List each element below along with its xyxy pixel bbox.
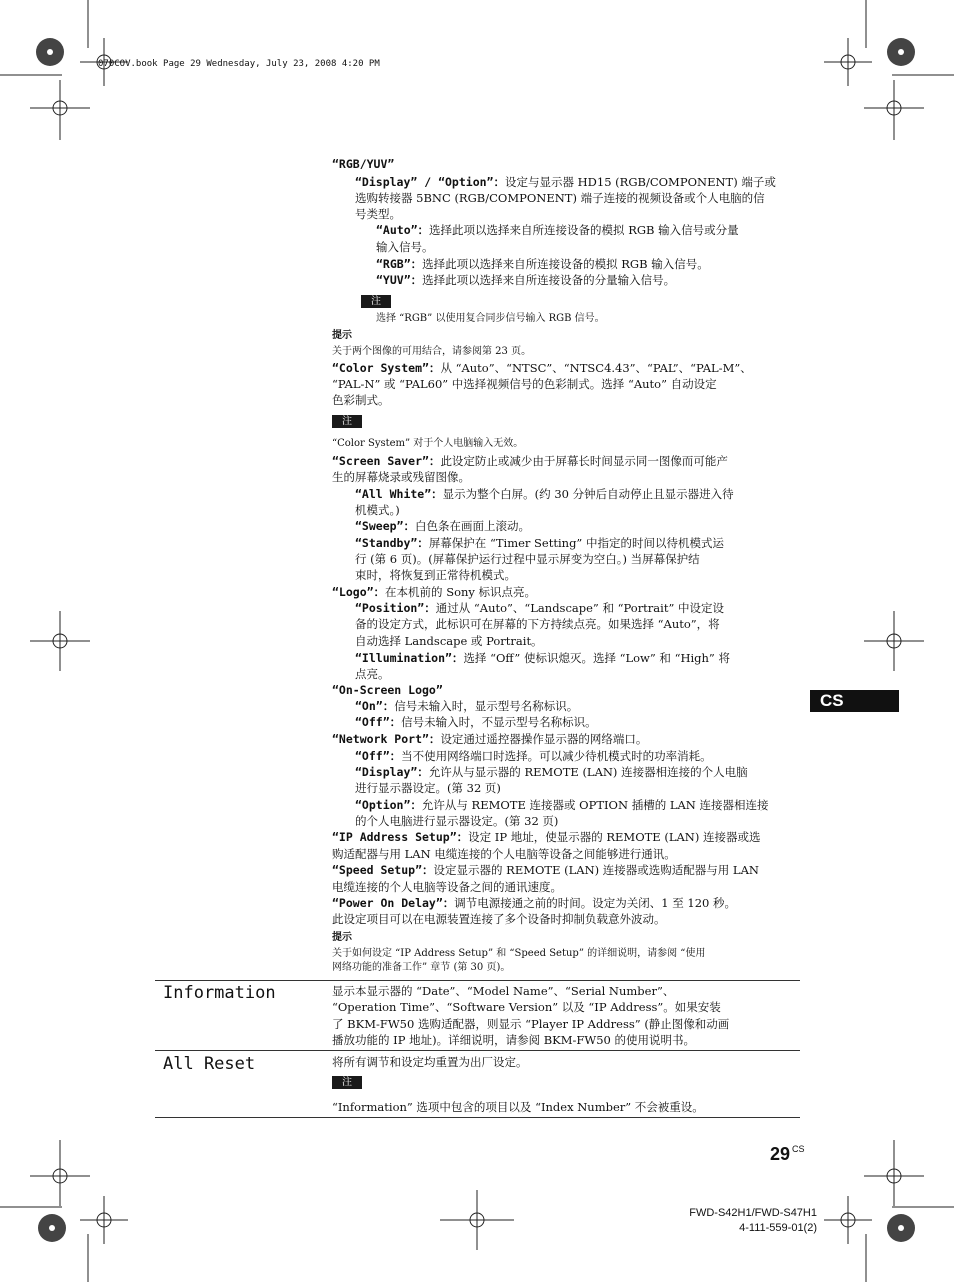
setting-description: 提示 <box>332 330 352 341</box>
setting-description: 进行显示器设定。(第 32 页) <box>355 781 501 795</box>
setting-description: 选择此项以选择来自所连接设备的模拟 RGB 输入信号。 <box>422 257 709 271</box>
setting-description: 点亮。 <box>355 667 390 681</box>
setting-description: 显示为整个白屏。(约 30 分钟后自动停止且显示器进入待 <box>442 487 734 501</box>
body-line <box>355 666 800 682</box>
setting-keyword: “Sweep”： <box>355 519 415 533</box>
body-line <box>355 551 800 567</box>
setting-keyword: “Power On Delay”： <box>332 896 455 910</box>
setting-description: 自动选择 Landscape 或 Portrait。 <box>355 634 543 648</box>
setting-description: 色彩制式。 <box>332 393 390 407</box>
body-line <box>355 633 800 649</box>
setting-description: “Color System” 对于个人电脑输入无效。 <box>332 438 524 449</box>
body-line <box>332 682 800 698</box>
body-line <box>332 895 800 911</box>
setting-description: 关于如何设定 “IP Address Setup” 和 “Speed Setup” 的详细说明，请参阅 “使用 <box>332 948 706 959</box>
body-line <box>376 222 800 238</box>
model-number: FWD-S42H1/FWD-S47H1 <box>689 1207 817 1219</box>
setting-keyword: “Network Port”： <box>332 732 441 746</box>
body-line <box>355 206 800 222</box>
information-line: 显示本显示器的 “Date”、“Model Name”、“Serial Number”、 <box>332 984 675 998</box>
setting-keyword: “On”： <box>355 699 395 713</box>
setting-description: 输入信号。 <box>376 240 434 254</box>
information-line: “Operation Time”、“Software Version” 以及 “IP Address”。如果安装 <box>332 1000 721 1014</box>
body-line <box>332 392 800 408</box>
body-line <box>355 764 800 780</box>
setting-description: 提示 <box>332 932 352 943</box>
setting-description: 电缆连接的个人电脑等设备之间的通讯速度。 <box>332 880 562 894</box>
body-line <box>332 731 800 747</box>
setting-description: 机模式。) <box>355 503 400 517</box>
setting-description: 选择 “RGB” 以使用复合同步信号输入 RGB 信号。 <box>376 313 605 324</box>
setting-description: 白色条在画面上滚动。 <box>414 519 530 533</box>
setting-description: 号类型。 <box>355 207 401 221</box>
body-line <box>332 437 800 451</box>
page-number: 29 $^{CS}$ <box>770 1144 805 1164</box>
body-line <box>376 256 800 272</box>
setting-description: 设定通过遥控器操作显示器的网络端口。 <box>440 732 648 746</box>
setting-keyword: “Logo”： <box>332 585 386 599</box>
setting-keyword: “RGB”： <box>376 257 423 271</box>
setting-description: 信号未输入时，不显示型号名称标识。 <box>401 715 597 729</box>
setting-description: “PAL-N” 或 “PAL60” 中选择视频信号的色彩制式。选择 “Auto” 自动设定 <box>332 377 717 391</box>
table-rule <box>155 1117 800 1118</box>
body-line <box>355 174 800 190</box>
note-badge: 注 <box>332 415 362 428</box>
body-line <box>332 947 800 961</box>
body-line <box>332 931 800 945</box>
setting-description: 网络功能的准备工作” 章节 (第 30 页)。 <box>332 962 511 973</box>
setting-keyword: “Option”： <box>355 798 422 812</box>
setting-description: 的个人电脑进行显示器设定。(第 32 页) <box>355 814 559 828</box>
setting-description: 在本机前的 Sony 标识点亮。 <box>385 585 537 599</box>
body-line <box>355 190 800 206</box>
body-line <box>355 535 800 551</box>
body-line <box>332 584 800 600</box>
body-line <box>332 879 800 895</box>
setting-description: 设定与显示器 HD15 (RGB/COMPONENT) 端子或 <box>504 175 776 189</box>
setting-keyword: “Illumination”： <box>355 651 464 665</box>
setting-description: 购适配器与用 LAN 电缆连接的个人电脑等设备之间能够进行通讯。 <box>332 847 676 861</box>
setting-keyword: “Off”： <box>355 749 402 763</box>
setting-description: 设定显示器的 REMOTE (LAN) 连接器或选购适配器与用 LAN <box>433 863 759 877</box>
body-line <box>332 829 800 845</box>
setting-description: 从 “Auto”、“NTSC”、“NTSC4.43”、“PAL”、“PAL-M”、 <box>440 361 752 375</box>
setting-description: 选购转接器 5BNC (RGB/COMPONENT) 端子连接的视频设备或个人电脑的信 <box>355 191 765 205</box>
setting-description: 允许从与显示器的 REMOTE (LAN) 连接器相连接的个人电脑 <box>428 765 748 779</box>
setting-description: 允许从与 REMOTE 连接器或 OPTION 插槽的 LAN 连接器相连接 <box>421 798 769 812</box>
setting-description: 屏幕保护在 “Timer Setting” 中指定的时间以待机模式运 <box>428 536 724 550</box>
table-rule <box>155 980 800 981</box>
body-line <box>355 797 800 813</box>
setting-description: 备的设定方式，此标识可在屏幕的下方持续点亮。如果选择 “Auto”，将 <box>355 617 720 631</box>
body-line <box>355 650 800 666</box>
information-line: 播放功能的 IP 地址)。详细说明，请参阅 BKM-FW50 的使用说明书。 <box>332 1033 696 1047</box>
information-line: 了 BKM-FW50 选购适配器，则显示 “Player IP Address” (静止图像和动画 <box>332 1017 730 1031</box>
body-line <box>332 453 800 469</box>
body-line <box>355 600 800 616</box>
setting-keyword: “YUV”： <box>376 273 423 287</box>
setting-keyword: “IP Address Setup”： <box>332 830 469 844</box>
setting-keyword: “On-Screen Logo” <box>332 683 443 697</box>
information-title: Information <box>163 983 276 1003</box>
body-line <box>355 714 800 730</box>
all-reset-title: All Reset <box>163 1054 256 1074</box>
setting-description: 束时，将恢复到正常待机模式。 <box>355 568 516 582</box>
table-rule <box>155 1050 800 1051</box>
all-reset-text: 将所有调节和设定均重置为出厂设定。 <box>332 1055 528 1069</box>
body-line <box>332 345 800 359</box>
body-line <box>355 813 800 829</box>
note-badge: 注 <box>361 295 391 308</box>
setting-description: 选择此项以选择来自所连接设备的模拟 RGB 输入信号或分量 <box>429 223 739 237</box>
setting-description: 行 (第 6 页)。(屏幕保护运行过程中显示屏变为空白。) 当屏幕保护结 <box>355 552 700 566</box>
body-line <box>355 518 800 534</box>
setting-keyword: “RGB/YUV” <box>332 157 395 171</box>
body-line <box>376 272 800 288</box>
body-line <box>332 376 800 392</box>
note-badge: 注 <box>332 1076 362 1089</box>
setting-description: 信号未输入时，显示型号名称标识。 <box>394 699 579 713</box>
body-line <box>332 360 800 376</box>
body-line <box>355 486 800 502</box>
setting-description: 生的屏幕烧录或残留图像。 <box>332 470 470 484</box>
body-line <box>355 567 800 583</box>
setting-keyword: “Standby”： <box>355 536 429 550</box>
setting-keyword: “Speed Setup”： <box>332 863 434 877</box>
body-line <box>332 469 800 485</box>
body-line <box>332 329 800 343</box>
body-line <box>355 502 800 518</box>
body-line <box>355 748 800 764</box>
all-reset-note: “Information” 选项中包含的项目以及 “Index Number” 不会被重设。 <box>332 1100 704 1114</box>
setting-keyword: “Display” / “Option”： <box>355 175 505 189</box>
body-line <box>355 780 800 796</box>
setting-keyword: “Off”： <box>355 715 402 729</box>
body-line <box>355 698 800 714</box>
body-line <box>332 911 800 927</box>
body-line <box>332 156 800 172</box>
setting-description: 此设定项目可以在电源装置连接了多个设备时抑制负载意外波动。 <box>332 912 666 926</box>
body-line <box>332 961 800 975</box>
body-line <box>332 862 800 878</box>
setting-description: 关于两个图像的可用结合，请参阅第 23 页。 <box>332 346 532 357</box>
language-tab: CS <box>810 690 899 712</box>
body-line <box>376 239 800 255</box>
file-info-header: 070COV.book Page 29 Wednesday, July 23, 2008 4:20 PM <box>98 59 380 69</box>
body-line <box>376 312 800 326</box>
setting-description: 当不使用网络端口时选择。可以减少待机模式时的功率消耗。 <box>401 749 712 763</box>
setting-description: 调节电源接通之前的时间。设定为关闭、1 至 120 秒。 <box>454 896 737 910</box>
setting-keyword: “All White”： <box>355 487 443 501</box>
setting-description: 通过从 “Auto”、“Landscape” 和 “Portrait” 中设定设 <box>435 601 724 615</box>
setting-keyword: “Auto”： <box>376 223 430 237</box>
setting-description: 选择 “Off” 使标识熄灭。选择 “Low” 和 “High” 将 <box>463 651 730 665</box>
setting-keyword: “Color System”： <box>332 361 441 375</box>
setting-description: 选择此项以选择来自所连接设备的分量输入信号。 <box>422 273 676 287</box>
setting-description: 设定 IP 地址，使显示器的 REMOTE (LAN) 连接器或选 <box>468 830 761 844</box>
setting-keyword: “Display”： <box>355 765 429 779</box>
body-line <box>332 846 800 862</box>
setting-description: 此设定防止或减少由于屏幕长时间显示同一图像而可能产 <box>440 454 728 468</box>
setting-keyword: “Screen Saver”： <box>332 454 441 468</box>
setting-keyword: “Position”： <box>355 601 436 615</box>
body-line <box>355 616 800 632</box>
part-number: 4-111-559-01(2) <box>739 1222 817 1234</box>
